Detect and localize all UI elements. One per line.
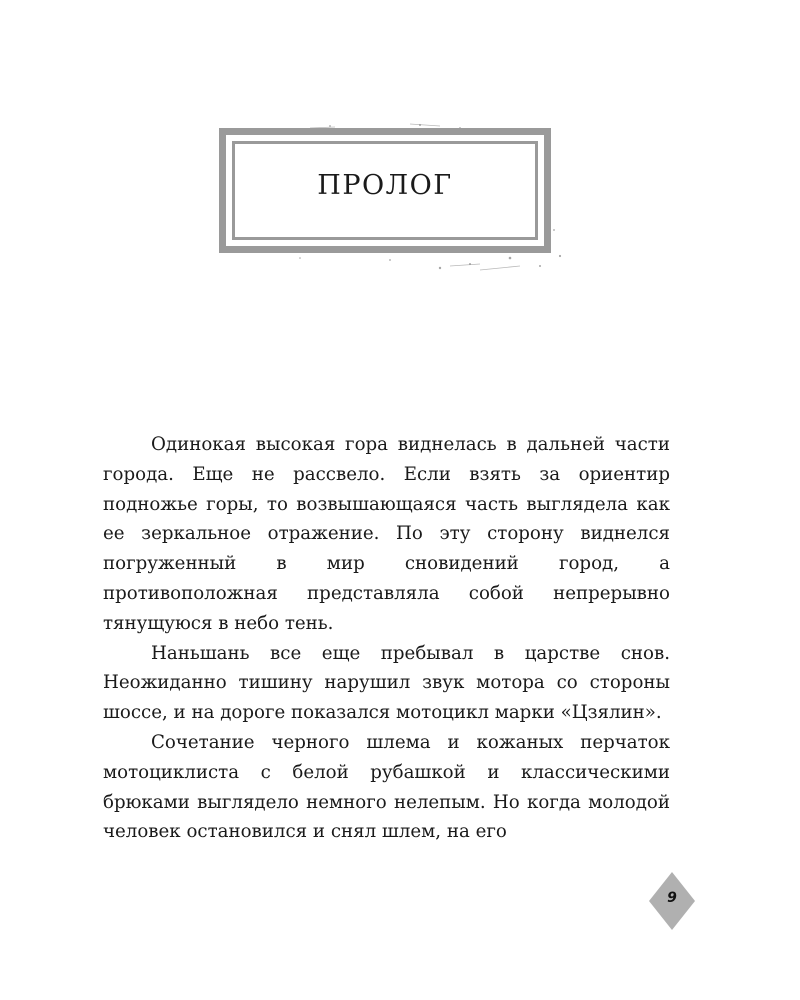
paragraph-1: Одинокая высокая гора виднелась в дальней части города. Еще не рассвело. Если взять за ориентир подножье горы, то возвышающаяся часть выглядела как ее зеркальное отражение. По эту сторону виднелся погруженный в мир сновидений город, а противоположная представляла собой непрерывно тянущуюся в небо тень. (103, 434, 670, 634)
chapter-title: ПРОЛОГ (317, 170, 453, 201)
chapter-text (103, 430, 670, 847)
paragraph-3: Сочетание черного шлема и кожаных перчаток мотоциклиста с белой рубашкой и классическими брюками выглядело немного нелепым. Но когда молодой человек остановился и снял шлем, на его (103, 731, 670, 843)
page-number: 9 (667, 890, 677, 906)
paragraph-2: Наньшань все еще пребывал в царстве снов. Неожиданно тишину нарушил звук мотора со стороны шоссе, и на дороге показался мотоцикл марки «Цзялин». (103, 642, 670, 724)
